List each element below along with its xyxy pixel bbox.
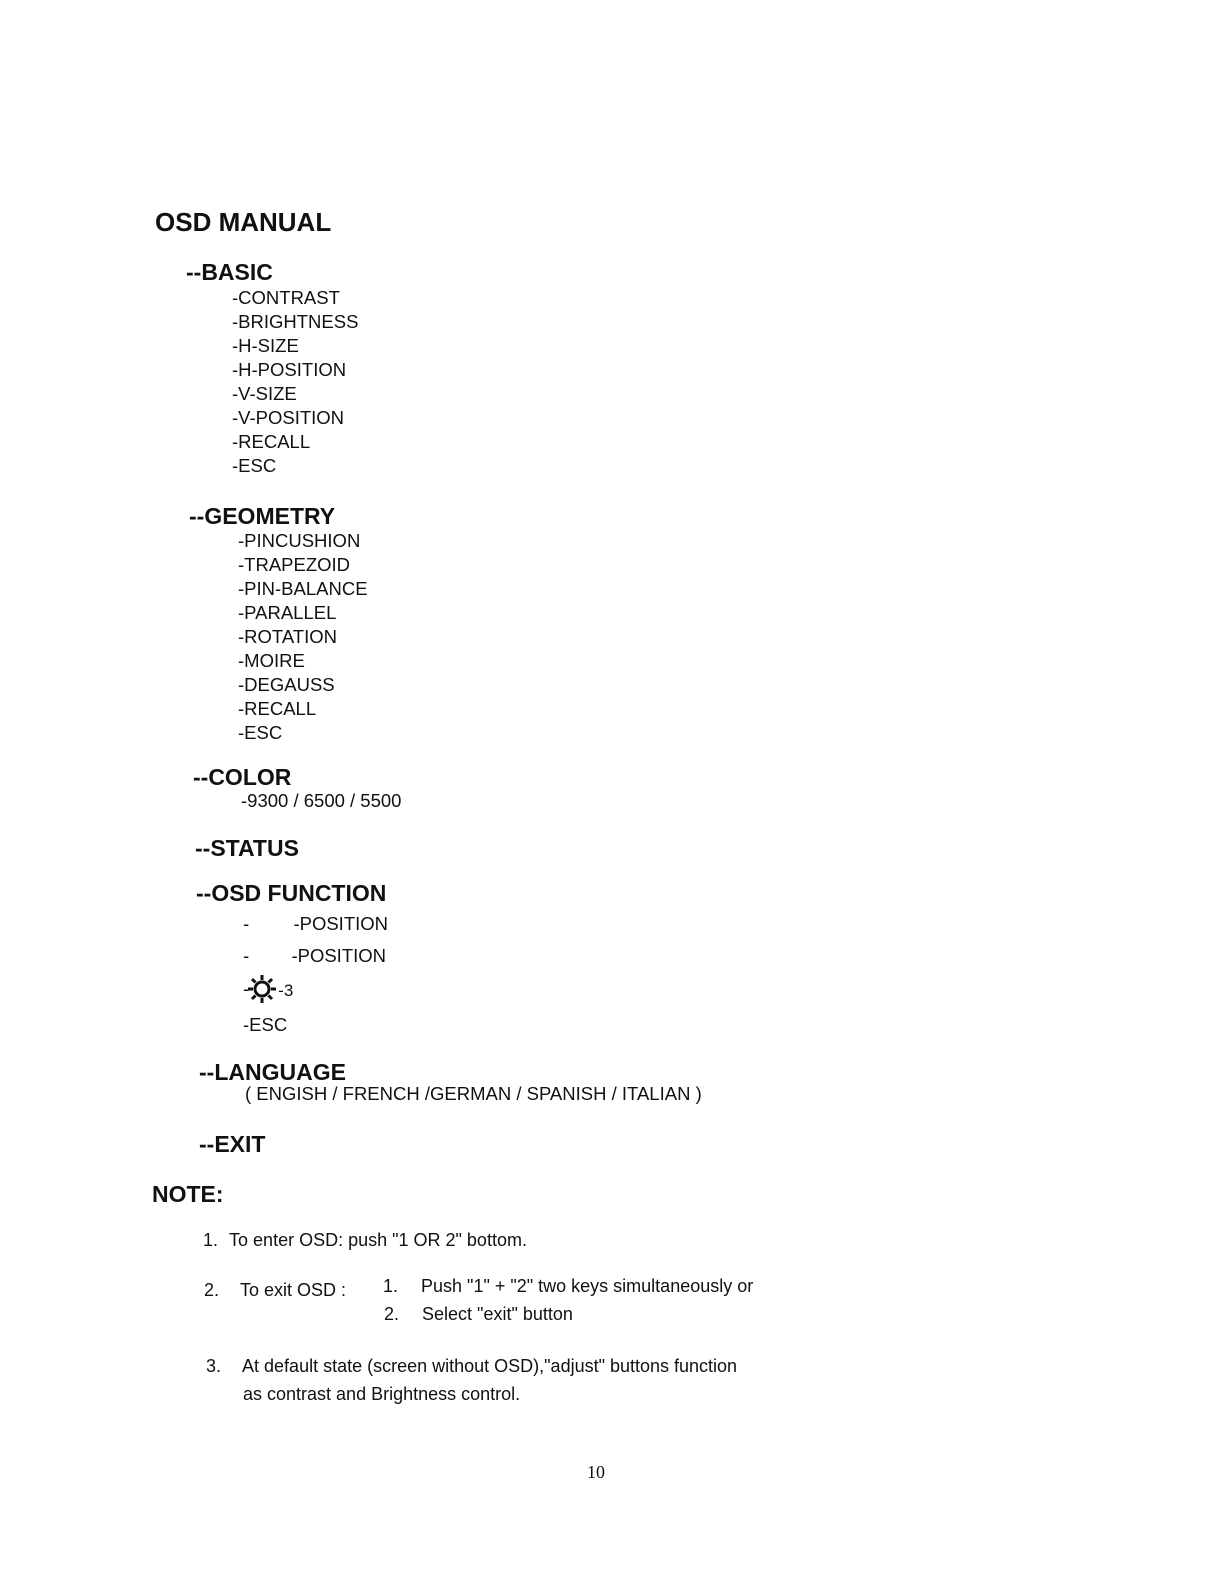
note-text: Push "1" + "2" two keys simultaneously or [421, 1276, 754, 1296]
list-item: -ESC [238, 722, 283, 743]
dash-prefix: - [243, 945, 250, 966]
section-exit-heading: --EXIT [199, 1131, 266, 1157]
item-suffix: -3 [278, 981, 294, 1000]
section-geometry-heading: --GEOMETRY [189, 503, 336, 529]
list-item: -H-POSITION [232, 359, 347, 380]
item-label: -POSITION [291, 945, 387, 966]
list-item [243, 944, 386, 968]
list-item: -H-SIZE [232, 335, 299, 356]
list-item: -DEGAUSS [238, 674, 335, 695]
note-heading: NOTE: [152, 1181, 224, 1207]
list-item [243, 912, 388, 936]
list-item: -ROTATION [238, 626, 337, 647]
list-item: -TRAPEZOID [238, 554, 351, 575]
section-color-heading: --COLOR [193, 764, 292, 790]
list-item: -PINCUSHION [238, 530, 361, 551]
list-item: -9300 / 6500 / 5500 [241, 790, 402, 811]
note-item-1 [203, 1230, 527, 1251]
note-subitem-2 [384, 1304, 573, 1325]
note-text: At default state (screen without OSD),"adjust" buttons function [242, 1356, 738, 1376]
note-number: 2. [204, 1280, 220, 1300]
list-item: -RECALL [232, 431, 311, 452]
note-number: 1. [203, 1230, 219, 1250]
section-basic-list [232, 286, 358, 478]
page-title: OSD MANUAL [155, 207, 332, 237]
dash-prefix: - [243, 978, 250, 999]
list-item: -V-POSITION [232, 407, 345, 428]
list-item: -MOIRE [238, 650, 305, 671]
section-geometry-list [238, 529, 368, 745]
item-label: -POSITION [293, 913, 389, 934]
note-text: Select "exit" button [422, 1304, 573, 1324]
section-osd-function-heading: --OSD FUNCTION [196, 880, 387, 906]
list-item: -BRIGHTNESS [232, 311, 359, 332]
page-number: 10 [587, 1462, 605, 1482]
list-item: -ESC [243, 1014, 288, 1035]
list-item: -PIN-BALANCE [238, 578, 368, 599]
list-item: -PARALLEL [238, 602, 337, 623]
list-item: -V-SIZE [232, 383, 297, 404]
note-text-continued: as contrast and Brightness control. [243, 1384, 521, 1404]
section-basic-heading: --BASIC [186, 259, 273, 285]
dash-prefix: - [243, 913, 250, 934]
note-item-2 [204, 1280, 346, 1301]
note-item-3 [206, 1356, 737, 1377]
section-language-heading: --LANGUAGE [199, 1059, 346, 1085]
sun-icon [247, 974, 277, 1004]
list-item: -RECALL [238, 698, 317, 719]
list-item: -ESC [232, 455, 277, 476]
note-number: 2. [384, 1304, 400, 1324]
note-subitem-1 [383, 1276, 753, 1297]
note-label: To exit OSD : [240, 1280, 347, 1300]
note-number: 3. [206, 1356, 222, 1376]
language-options: ( ENGISH / FRENCH /GERMAN / SPANISH / ITALIAN ) [245, 1083, 702, 1104]
section-status-heading: --STATUS [195, 835, 299, 861]
list-item [243, 974, 293, 1004]
list-item: -CONTRAST [232, 287, 340, 308]
note-text: To enter OSD: push "1 OR 2" bottom. [229, 1230, 527, 1250]
note-number: 1. [383, 1276, 399, 1296]
